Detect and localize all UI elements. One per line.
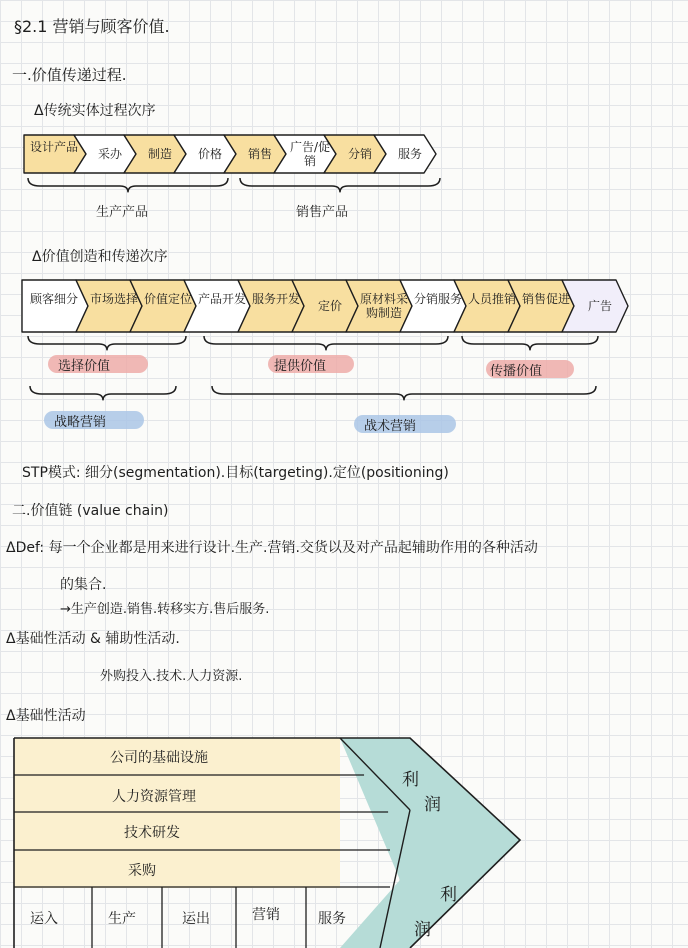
subheading-basic: Δ基础性活动 [6, 708, 86, 724]
primary-service: 服务 [318, 911, 346, 927]
bracket [204, 336, 448, 350]
bracket [30, 386, 176, 400]
group-produce: 生产产品 [96, 205, 149, 220]
support-row-tech: 技术研发 [124, 825, 180, 841]
support-row-procurement: 采购 [128, 863, 156, 879]
profit-char-3: 利 [440, 885, 457, 905]
support-row-hr: 人力资源管理 [112, 789, 196, 805]
chain1-label-1: 采办 [97, 147, 122, 161]
primary-operations: 生产 [108, 911, 136, 927]
group-tactical: 战术营销 [364, 419, 417, 434]
support-row-infrastructure: 公司的基础设施 [110, 750, 208, 766]
group-provide-value: 提供价值 [274, 359, 327, 374]
primary-outbound: 运出 [182, 911, 210, 927]
chain1-label-6: 分销 [347, 147, 372, 161]
section2-heading: 二.价值链 (value chain) [12, 503, 169, 519]
chain2-label-8: 人员推销 [468, 292, 517, 306]
group-strategic: 战略营销 [54, 415, 107, 430]
subheading-basic-support: Δ基础性活动 & 辅助性活动. [6, 631, 180, 647]
bracket [240, 178, 440, 192]
primary-inbound: 运入 [30, 911, 58, 927]
group-select-value: 选择价值 [58, 359, 111, 374]
profit-char-2: 润 [424, 795, 441, 815]
section1-heading: 一.价值传递过程. [12, 66, 127, 84]
chain2-label-9: 销售促进 [522, 292, 571, 306]
chain2-label-10: 广告 [587, 299, 612, 313]
chain1-label-5: 广告/促销 [289, 140, 331, 168]
chain2-arrow-0 [22, 280, 88, 332]
chain2-label-2: 价值定位 [144, 292, 193, 306]
profit-char-4: 润 [414, 920, 431, 940]
page-title: §2.1 营销与顾客价值. [14, 17, 170, 36]
definition-line2: 的集合. [60, 577, 107, 593]
profit-char-1: 利 [402, 770, 419, 790]
chain2-label-4: 服务开发 [252, 292, 301, 306]
subheading-value-creation: Δ价值创造和传递次序 [32, 249, 168, 265]
stp-model: STP模式: 细分(segmentation).目标(targeting).定位(positioning) [22, 465, 449, 481]
note-support-list: 外购投入.技术.人力资源. [100, 669, 243, 684]
subheading-traditional: Δ传统实体过程次序 [34, 103, 156, 119]
chain1-label-3: 价格 [197, 147, 222, 161]
chain2-label-1: 市场选择 [90, 292, 139, 306]
bracket [462, 336, 598, 350]
chain1-label-7: 服务 [397, 147, 422, 161]
chain1-label-0: 设计产品 [29, 140, 78, 154]
chain2-label-7: 分销服务 [414, 292, 463, 306]
chain1-label-2: 制造 [147, 147, 172, 161]
chain2-label-3: 产品开发 [198, 292, 247, 306]
bracket [28, 178, 228, 192]
definition-line1: ΔDef: 每一个企业都是用来进行设计.生产.营销.交货以及对产品起辅助作用的各种活动 [6, 540, 538, 556]
primary-marketing: 营销 [252, 907, 280, 923]
chain1-label-4: 销售 [247, 147, 272, 161]
group-communicate-value: 传播价值 [490, 364, 543, 379]
chain2-label-0: 顾客细分 [29, 292, 78, 306]
chain2-label-6: 原材料采购制造 [360, 292, 409, 320]
bracket [212, 386, 596, 400]
bracket [28, 336, 186, 350]
note-activities: →生产创造.销售.转移实方.售后服务. [60, 602, 270, 617]
chain2-label-5: 定价 [317, 299, 342, 313]
group-sell: 销售产品 [296, 205, 349, 220]
